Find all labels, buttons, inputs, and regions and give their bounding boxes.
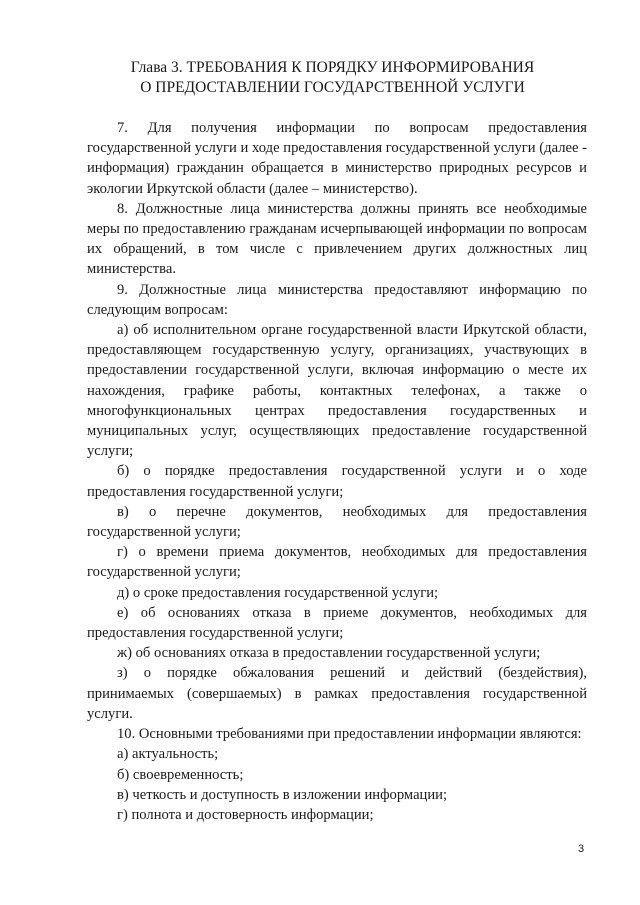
chapter-heading-line-2: О ПРЕДОСТАВЛЕНИИ ГОСУДАРСТВЕННОЙ УСЛУГИ [140,79,525,96]
paragraph-8: 8. Должностные лица министерства должны принять все необходимые меры по предоставлению гражданам исчерпывающей информации по вопросам их обращений, в том числе с привлечением других должностных лиц министерства. [87,200,587,278]
paragraph-10: 10. Основными требованиями при предоставлении информации являются: [117,726,582,743]
list-item-9z: з) о порядке обжалования решений и действий (бездействия), принимаемых (совершаемых) в рамках предоставления государственной услуги. [87,665,587,722]
page-number: 3 [578,843,585,855]
list-item-9e: е) об основаниях отказа в приеме документов, необходимых для предоставления государственной услуги; [87,604,587,642]
paragraph-9: 9. Должностные лица министерства предоставляют информацию по следующим вопросам: [87,281,587,318]
chapter-heading-line-1: Глава 3. ТРЕБОВАНИЯ К ПОРЯДКУ ИНФОРМИРОВАНИЯ [130,59,535,76]
document-body [87,118,587,825]
paragraph-7: 7. Для получения информации по вопросам предоставления государственной услуги и ходе предоставления государственной услуги (далее - информация) гражданин обращается в министерство природных ресурсов и экологии Иркутской области (далее – министерство). [87,120,587,197]
list-item-10g: г) полнота и достоверность информации; [117,806,374,823]
list-item-10v: в) четкость и доступность в изложении информации; [117,786,448,803]
list-item-9d: д) о сроке предоставления государственной услуги; [117,584,439,601]
list-item-10b: б) своевременность; [117,766,244,783]
list-item-9a: а) об исполнительном органе государственной власти Иркутской области, предоставляющем государственную услугу, организациях, участвующих в предоставлении государственной услуги, включая информацию о месте их нахождения, графике работы, контактных телефонах, а также о многофункциональных центрах предоставления государственных и муниципальных услуг, осуществляющих предоставление государственной услуги; [87,322,587,460]
list-item-9v: в) о перечне документов, необходимых для предоставления государственной услуги; [87,503,587,541]
list-item-9zh: ж) об основаниях отказа в предоставлении государственной услуги; [117,645,541,662]
chapter-heading [80,58,585,98]
list-item-9g: г) о времени приема документов, необходимых для предоставления государственной услуги; [87,544,587,581]
list-item-10a: а) актуальность; [117,746,219,763]
list-item-9b: б) о порядке предоставления государственной услуги и о ходе предоставления государственной услуги; [87,463,587,500]
